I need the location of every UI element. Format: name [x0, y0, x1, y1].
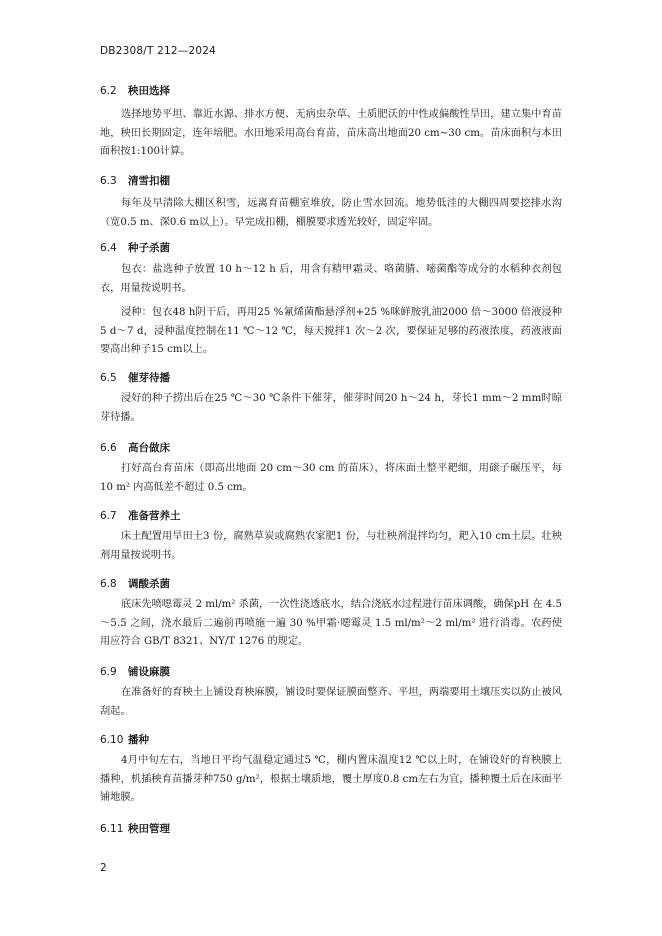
section-heading-6-9	[100, 664, 170, 679]
section-heading-6-3	[100, 173, 170, 188]
section-title: 高台做床	[128, 442, 170, 454]
section-heading-6-8	[100, 576, 170, 591]
paragraph: 每年及早清除大棚区积雪，远离育苗棚室堆放，防止雪水回流。地势低洼的大棚四周要挖排水沟（宽0.5 m、深0.6 m以上）。早完成扣棚，棚膜要求透光较好，固定牢固。	[100, 198, 562, 228]
section-number: 6.6	[100, 442, 117, 454]
paragraph: 4月中旬左右，当地日平均气温稳定通过5 ℃，棚内置床温度12 ℃以上时，在铺设好的育秧膜上播种，机插秧育苗播芽种750 g/m²，根据土壤质地，覆土厚度0.8 cm左右为宜，播种覆土后在床面平铺地膜。	[100, 755, 562, 803]
section-heading-6-2	[100, 83, 170, 98]
section-title: 清雪扣棚	[128, 175, 170, 187]
section-number: 6.10	[100, 734, 124, 746]
section-heading-6-6	[100, 440, 170, 455]
paragraph: 浸好的种子捞出后在25 ℃～30 ℃条件下催芽，催芽时间20 h～24 h，芽长1 mm～2 mm时晾芽待播。	[100, 393, 562, 423]
paragraph: 底床先喷噁霉灵 2 ml/m² 杀菌，一次性浇透底水，结合浇底水过程进行苗床调酸，确保pH 在 4.5～5.5 之间，浇水最后二遍前再喷施一遍 30 %甲霜·噁霉灵 1.5 ml/m²～2 ml/m² 进行消毒。农药使用应符合 GB/T 8321、NY/T 1276 的规定。	[100, 599, 562, 647]
section-heading-6-5	[100, 370, 170, 385]
section-title: 秧田选择	[128, 85, 170, 97]
paragraph: 床土配置用旱田土3 份，腐熟草炭或腐熟农家肥1 份，与壮秧剂混拌均匀，耙入10 cm土层。壮秧剂用量按说明书。	[100, 531, 562, 561]
section-title: 秧田管理	[128, 823, 170, 835]
section-heading-6-10	[100, 732, 149, 747]
section-title: 调酸杀菌	[128, 578, 170, 590]
section-number: 6.5	[100, 372, 117, 384]
page-number: 2	[100, 862, 107, 874]
section-heading-6-11	[100, 821, 170, 836]
section-title: 铺设麻膜	[128, 666, 170, 678]
section-title: 准备营养土	[128, 510, 181, 522]
section-number: 6.7	[100, 510, 117, 522]
document-code: DB2308/T 212—2024	[100, 45, 216, 57]
paragraph: 打好高台育苗床（即高出地面 20 cm～30 cm 的苗床），将床面土整平耙细，用磙子碾压平，每 10 m² 内高低差不超过 0.5 cm。	[100, 463, 562, 493]
section-title: 催芽待播	[128, 372, 170, 384]
section-number: 6.9	[100, 666, 117, 678]
paragraph: 选择地势平坦、靠近水源、排水方便、无病虫杂草、土质肥沃的中性或偏酸性旱田，建立集中育苗地，秧田长期固定，连年培肥。水田地采用高台育苗，苗床高出地面20 cm~30 cm。苗床面积与本田面积按1:100计算。	[100, 109, 562, 157]
section-number: 6.2	[100, 85, 117, 97]
paragraph: 浸种：包衣48 h阴干后，再用25 %氰烯菌酯悬浮剂+25 %咪鲜胺乳油2000 倍～3000 倍液浸种5 d～7 d，浸种温度控制在11 ℃～12 ℃，每天搅拌1 次～2 次，要保证足够的药液浓度，药液液面要高出种子15 cm以上。	[100, 307, 562, 355]
section-title: 种子杀菌	[128, 242, 170, 254]
paragraph: 包衣：盐选种子放置 10 h～12 h 后，用含有精甲霜灵、咯菌腈、嘧菌酯等成分的水稻种衣剂包衣，用量按说明书。	[100, 264, 562, 294]
section-title: 播种	[128, 734, 149, 746]
section-heading-6-4	[100, 240, 170, 255]
section-heading-6-7	[100, 508, 181, 523]
section-number: 6.11	[100, 823, 124, 835]
section-number: 6.3	[100, 175, 117, 187]
section-number: 6.8	[100, 578, 117, 590]
section-number: 6.4	[100, 242, 117, 254]
paragraph: 在准备好的育秧土上铺设育秧麻膜，铺设时要保证膜面整齐、平坦，两端要用土壤压实以防止被风刮起。	[100, 687, 562, 717]
